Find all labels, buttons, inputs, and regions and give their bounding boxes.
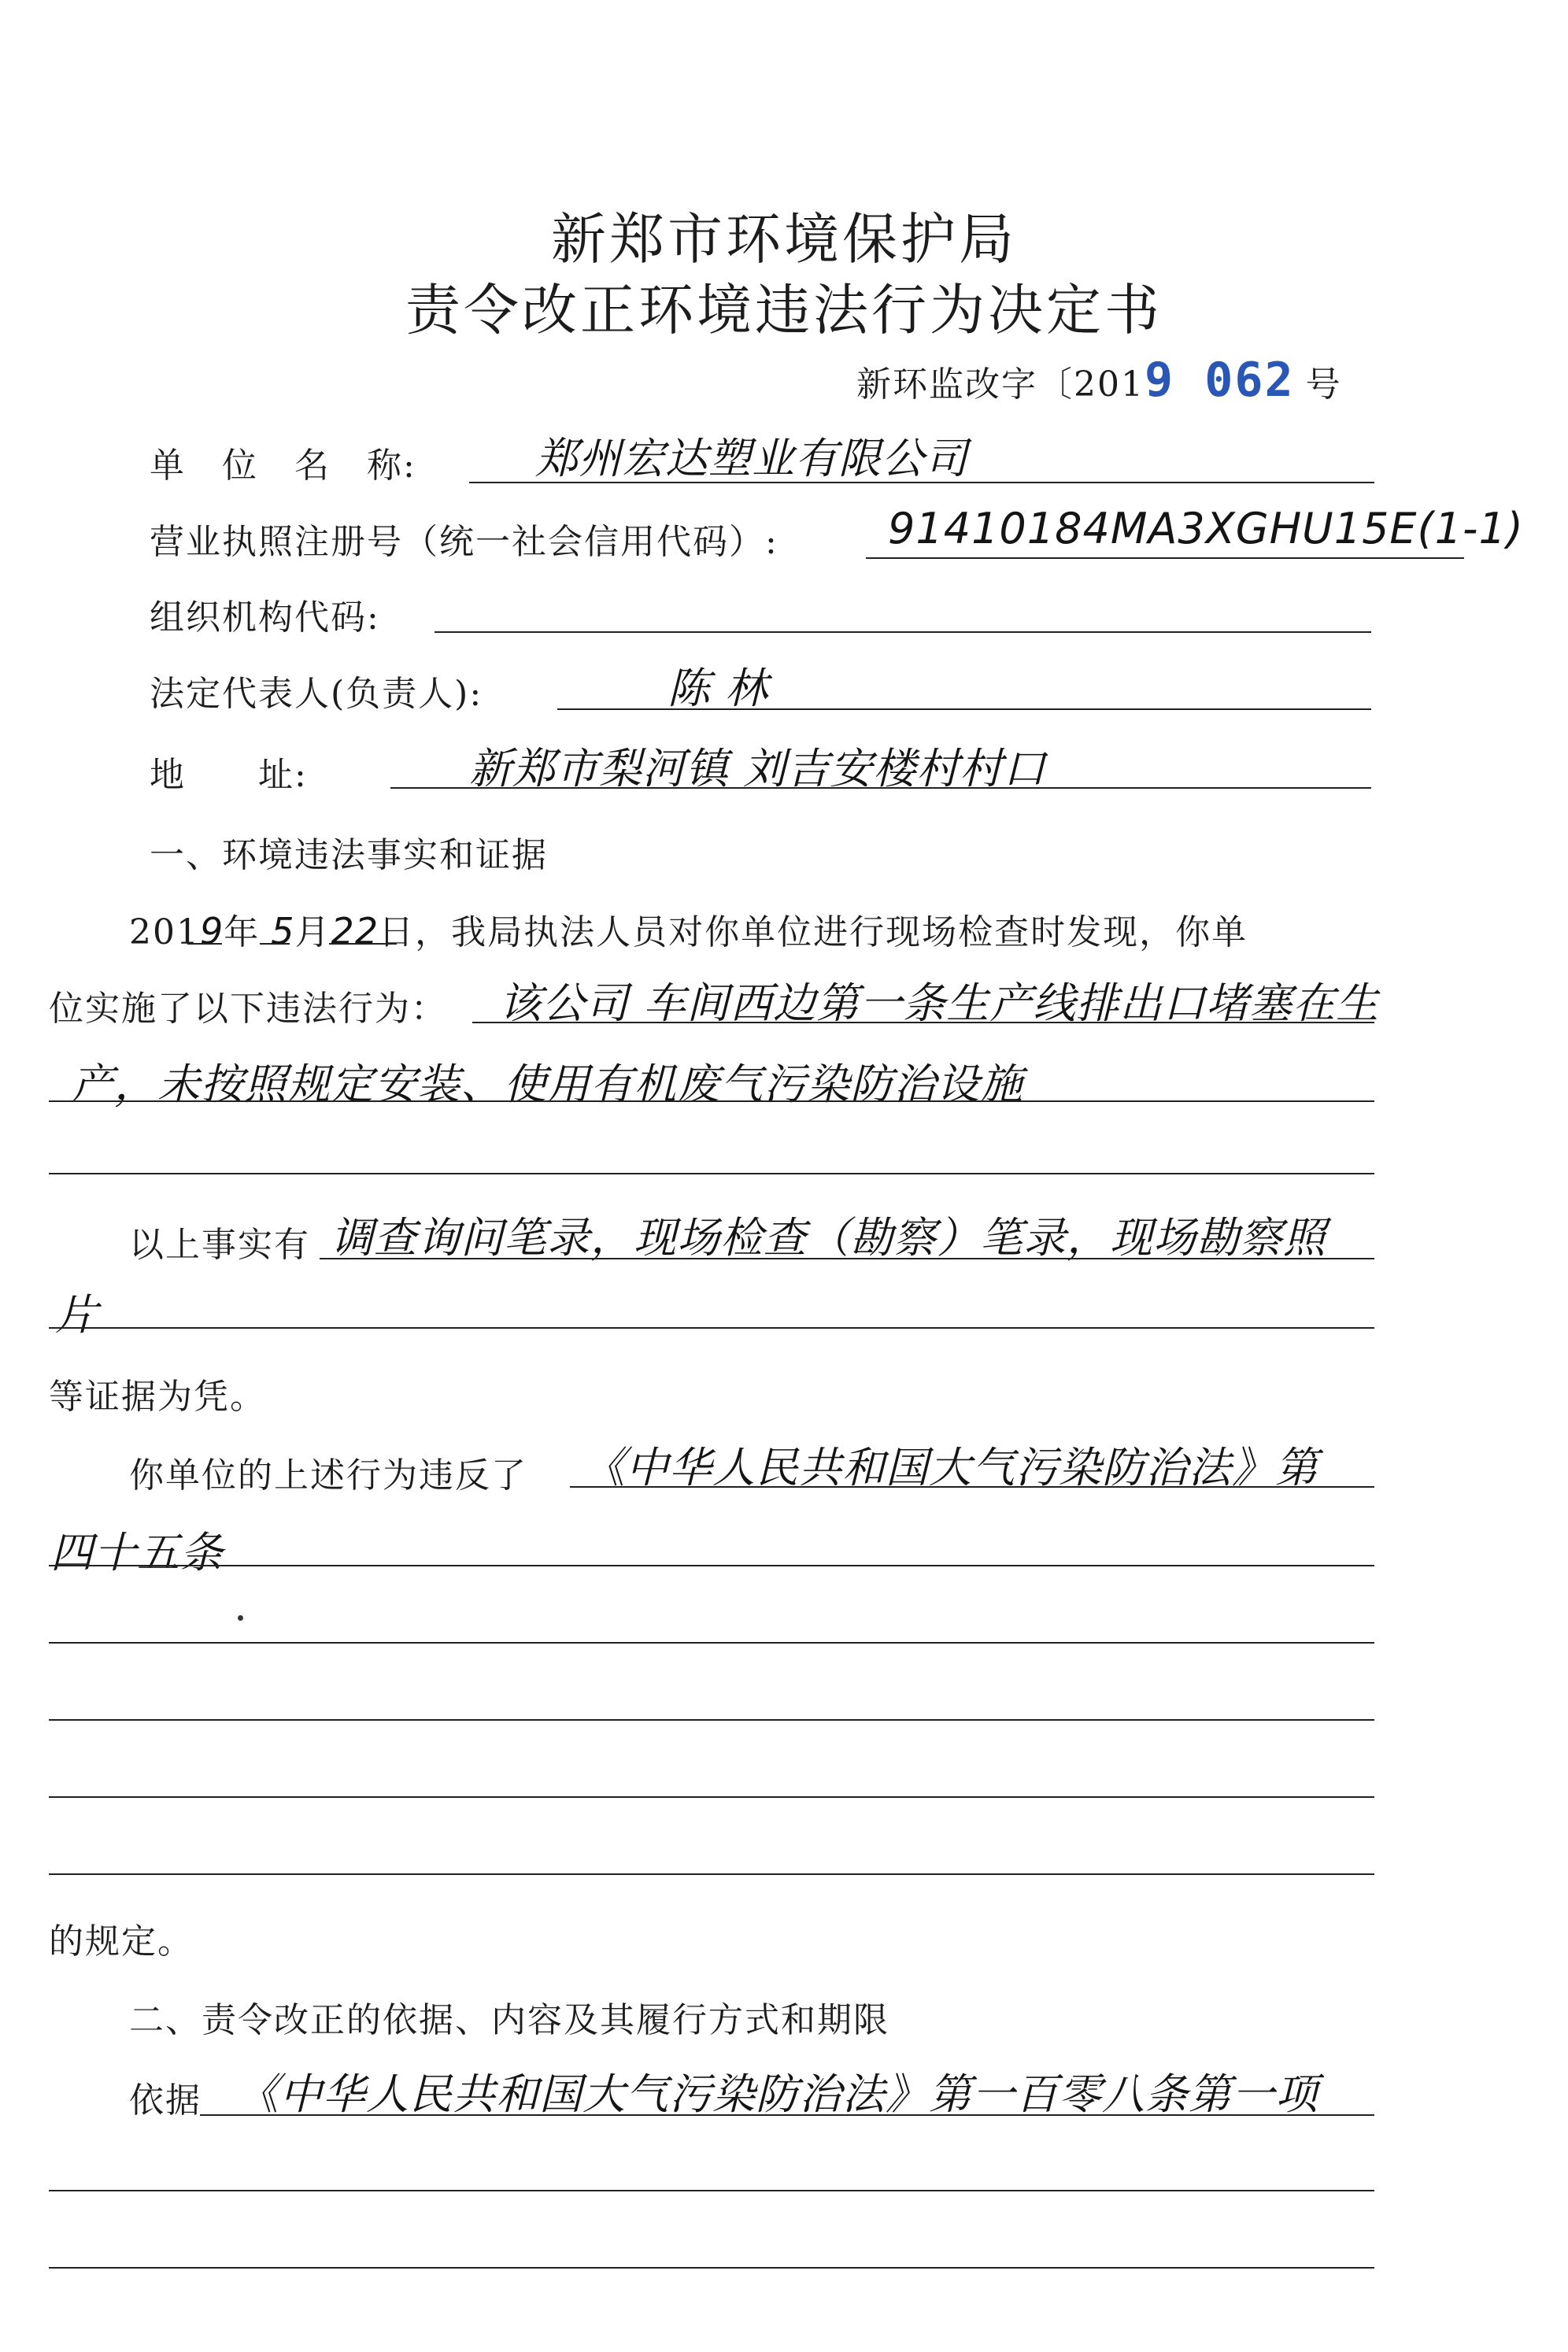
date-year-underline (187, 943, 222, 945)
law-tail: 的规定。 (49, 1921, 194, 1962)
violation-line-1: 该公司 车间西边第一条生产线排出口堵塞在生 (499, 978, 1380, 1028)
law-lead: 你单位的上述行为违反了 (129, 1455, 527, 1496)
license-label: 营业执照注册号（统一社会信用代码）: (150, 522, 778, 562)
basis-underline-1 (200, 2114, 1374, 2116)
legal-rep-value: 陈 林 (668, 664, 769, 713)
address-value: 新郑市梨河镇 刘吉安楼村村口 (469, 744, 1047, 793)
date-month-underline (260, 943, 290, 945)
license-underline (866, 557, 1464, 559)
document-title: 责令改正环境违法行为决定书 (405, 278, 1163, 342)
license-value: 91410184MA3XGHU15E(1-1) (888, 504, 1524, 553)
law-line-1: 《中华人民共和国大气污染防治法》第 (582, 1443, 1318, 1492)
document-number-suffix: 号 (1305, 364, 1342, 405)
evidence-line-1: 调查询问笔录，现场检查（勘察）笔录，现场勘察照 (331, 1213, 1326, 1263)
law-underline-2 (49, 1565, 1374, 1566)
date-rest-text: 日，我局执法人员对你单位进行现场检查时发现，你单 (379, 912, 1248, 952)
evidence-underline-1 (320, 1258, 1374, 1259)
ink-speck (238, 1615, 243, 1621)
law-underline-5 (49, 1796, 1374, 1798)
legal-rep-underline (557, 708, 1371, 710)
inspection-date-line (129, 904, 1248, 954)
date-year-unit: 年 (224, 912, 261, 952)
basis-lead: 依据 (129, 2080, 202, 2121)
basis-value: 《中华人民共和国大气污染防治法》第一百零八条第一项 (236, 2069, 1318, 2119)
violation-underline-1 (472, 1022, 1374, 1023)
unit-name-label: 单 位 名 称: (150, 446, 416, 486)
date-month-unit: 月 (294, 912, 331, 952)
section1-heading: 一、环境违法事实和证据 (150, 835, 548, 875)
org-code-label: 组织机构代码: (150, 597, 380, 638)
date-day-value: 22 (331, 910, 379, 952)
evidence-line-2: 片 (55, 1290, 98, 1340)
date-prefix: 201 (129, 912, 200, 952)
document-number (856, 353, 1342, 408)
violation-lead: 位实施了以下违法行为： (49, 989, 447, 1029)
law-underline-4 (49, 1719, 1374, 1721)
unit-name-underline (469, 482, 1374, 483)
violation-line-2: 产，未按照规定安装、使用有机废气污染防治设施 (71, 1060, 1023, 1109)
basis-underline-2 (49, 2190, 1374, 2191)
document-number-stamp: 9 062 (1144, 353, 1295, 408)
document-number-prefix: 新环监改字〔201 (856, 364, 1145, 405)
law-underline-1 (570, 1486, 1374, 1488)
evidence-lead: 以上事实有 (129, 1225, 310, 1265)
date-day-underline (329, 943, 397, 945)
date-year-value: 9 (199, 910, 224, 952)
unit-name-value: 郑州宏达塑业有限公司 (535, 434, 968, 483)
org-code-underline (435, 631, 1371, 633)
law-line-2: 四十五条 (50, 1528, 224, 1577)
address-underline (390, 787, 1371, 789)
agency-title: 新郑市环境保护局 (551, 207, 1017, 272)
law-underline-3 (49, 1642, 1374, 1644)
violation-underline-3 (49, 1173, 1374, 1174)
evidence-underline-2 (49, 1327, 1374, 1329)
evidence-tail: 等证据为凭。 (49, 1377, 266, 1417)
address-label: 地 址: (150, 755, 308, 795)
law-underline-6 (49, 1873, 1374, 1875)
date-month-value: 5 (271, 910, 295, 952)
section2-heading: 二、责令改正的依据、内容及其履行方式和期限 (129, 2000, 889, 2040)
legal-rep-label: 法定代表人(负责人): (150, 674, 483, 714)
violation-underline-2 (49, 1100, 1374, 1102)
basis-underline-3 (49, 2267, 1374, 2269)
